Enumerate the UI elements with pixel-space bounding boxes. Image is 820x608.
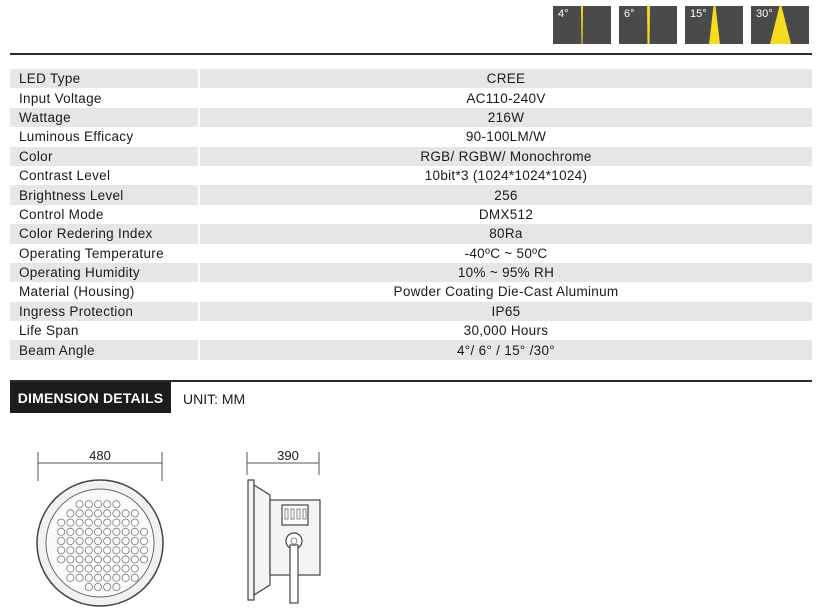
- led-dot: [113, 519, 120, 526]
- led-dot: [113, 537, 120, 544]
- led-dot: [104, 519, 111, 526]
- spec-value: 90-100LM/W: [465, 129, 547, 145]
- spec-value: 30,000 Hours: [463, 323, 549, 339]
- beam-tile-label: 6°: [624, 8, 635, 20]
- led-dot: [104, 556, 111, 563]
- spec-label: Contrast Level: [10, 166, 200, 185]
- spec-value: AC110-240V: [466, 90, 546, 106]
- spec-row: [10, 166, 812, 185]
- spec-label: Brightness Level: [10, 185, 200, 204]
- led-dot: [76, 565, 83, 572]
- spec-row: [10, 321, 812, 340]
- led-dot: [131, 510, 138, 517]
- beam-tile-label: 4°: [558, 8, 569, 20]
- spec-label: Control Mode: [10, 205, 200, 224]
- led-dot: [67, 574, 74, 581]
- spec-label: Input Voltage: [10, 88, 200, 107]
- beam-tile-label: 15°: [690, 8, 707, 20]
- led-dot: [113, 501, 120, 508]
- led-dot: [104, 547, 111, 554]
- led-dot: [85, 528, 92, 535]
- spec-label: Life Span: [10, 321, 200, 340]
- spec-value: -40ºC ~ 50ºC: [464, 245, 548, 261]
- led-dot: [67, 519, 74, 526]
- spec-label: Operating Temperature: [10, 244, 200, 263]
- led-dot: [58, 556, 65, 563]
- led-dot: [67, 510, 74, 517]
- spec-row: [10, 69, 812, 88]
- led-dot: [94, 510, 101, 517]
- spec-row: [10, 108, 812, 127]
- led-dot: [122, 528, 129, 535]
- led-dot: [140, 537, 147, 544]
- led-dot: [76, 547, 83, 554]
- led-dot: [131, 565, 138, 572]
- dimension-unit: UNIT: MM: [183, 391, 246, 407]
- led-dot: [85, 537, 92, 544]
- led-dot: [113, 565, 120, 572]
- led-dot: [94, 547, 101, 554]
- spec-label: Color Redering Index: [10, 224, 200, 243]
- led-dot: [122, 556, 129, 563]
- led-dot: [76, 510, 83, 517]
- led-dot: [113, 556, 120, 563]
- spec-value: Powder Coating Die-Cast Aluminum: [393, 284, 619, 300]
- spec-row: [10, 302, 812, 321]
- led-dot: [85, 519, 92, 526]
- led-dot: [140, 547, 147, 554]
- spec-label: Wattage: [10, 108, 200, 127]
- led-dot: [94, 565, 101, 572]
- spec-value: 80Ra: [489, 226, 523, 242]
- led-dot: [67, 565, 74, 572]
- led-dot: [94, 556, 101, 563]
- led-dot: [94, 583, 101, 590]
- led-dot: [94, 574, 101, 581]
- dimension-details-badge: DIMENSION DETAILS: [10, 382, 171, 413]
- led-dot: [85, 510, 92, 517]
- led-dot: [85, 583, 92, 590]
- beam-tile-30: [751, 6, 809, 44]
- led-dot: [131, 528, 138, 535]
- spec-row: [10, 263, 812, 282]
- spec-row: [10, 282, 812, 301]
- led-dot: [113, 510, 120, 517]
- led-dot: [58, 547, 65, 554]
- led-dot: [122, 574, 129, 581]
- spec-row: [10, 147, 812, 166]
- spec-value: IP65: [491, 303, 521, 319]
- led-dot: [131, 574, 138, 581]
- led-dot: [85, 501, 92, 508]
- side-depth-label: 390: [277, 448, 299, 463]
- led-dot: [76, 501, 83, 508]
- led-dot: [104, 565, 111, 572]
- side-view-drawing: [242, 445, 332, 608]
- spec-value: DMX512: [478, 206, 534, 222]
- led-dot: [140, 556, 147, 563]
- led-dot: [113, 528, 120, 535]
- beam-angle-tiles: [553, 6, 809, 44]
- spec-row: [10, 340, 812, 359]
- fixture-side-body: [248, 480, 320, 603]
- led-dot: [131, 547, 138, 554]
- spec-label: Beam Angle: [10, 340, 200, 359]
- led-dot: [104, 574, 111, 581]
- led-dot: [122, 510, 129, 517]
- spec-label: Operating Humidity: [10, 263, 200, 282]
- spec-value: CREE: [486, 71, 526, 87]
- led-dot: [85, 556, 92, 563]
- led-dot: [131, 519, 138, 526]
- led-dot: [67, 528, 74, 535]
- led-dot: [76, 556, 83, 563]
- spec-label: Ingress Protection: [10, 302, 200, 321]
- beam-tile-6: [619, 6, 677, 44]
- spec-label: LED Type: [10, 69, 200, 88]
- spec-row: [10, 88, 812, 107]
- led-dot: [76, 519, 83, 526]
- led-dot: [140, 528, 147, 535]
- spec-value: 10% ~ 95% RH: [457, 265, 555, 281]
- led-dot: [94, 537, 101, 544]
- led-dot: [58, 519, 65, 526]
- spec-row: [10, 185, 812, 204]
- led-dot: [104, 501, 111, 508]
- led-dot: [122, 547, 129, 554]
- led-dot: [85, 574, 92, 581]
- led-dot: [122, 519, 129, 526]
- led-dot: [85, 565, 92, 572]
- led-dot: [67, 556, 74, 563]
- led-dot: [104, 583, 111, 590]
- spec-label: Luminous Efficacy: [10, 127, 200, 146]
- front-width-label: 480: [89, 448, 111, 463]
- led-dot: [58, 537, 65, 544]
- led-dot: [113, 547, 120, 554]
- spec-table: [10, 69, 812, 360]
- led-dot: [113, 574, 120, 581]
- spec-row: [10, 127, 812, 146]
- spec-row: [10, 244, 812, 263]
- spec-row: [10, 205, 812, 224]
- led-dot: [67, 547, 74, 554]
- led-dot: [94, 501, 101, 508]
- led-dot: [94, 519, 101, 526]
- beam-tile-15: [685, 6, 743, 44]
- led-dot: [94, 528, 101, 535]
- beam-tile-label: 30°: [756, 8, 773, 20]
- spec-label: Material (Housing): [10, 282, 200, 301]
- led-dot: [113, 583, 120, 590]
- spec-value: 216W: [487, 109, 525, 125]
- led-dot: [76, 528, 83, 535]
- spec-label: Color: [10, 147, 200, 166]
- led-dot: [131, 556, 138, 563]
- led-dot: [104, 510, 111, 517]
- beam-tile-4: [553, 6, 611, 44]
- spec-value: 10bit*3 (1024*1024*1024): [424, 168, 588, 184]
- led-dot: [104, 528, 111, 535]
- led-dot: [58, 528, 65, 535]
- led-dot: [122, 537, 129, 544]
- led-dot: [76, 574, 83, 581]
- spec-value: RGB/ RGBW/ Monochrome: [420, 148, 592, 164]
- front-view-drawing: [32, 445, 172, 608]
- led-dot: [76, 537, 83, 544]
- led-dot: [104, 537, 111, 544]
- led-dot: [122, 565, 129, 572]
- spec-value: 4°/ 6° / 15° /30°: [457, 342, 555, 358]
- led-dot: [85, 547, 92, 554]
- spec-row: [10, 224, 812, 243]
- led-dot: [131, 537, 138, 544]
- spec-value: 256: [494, 187, 518, 203]
- led-dot: [67, 537, 74, 544]
- top-divider: [10, 53, 812, 55]
